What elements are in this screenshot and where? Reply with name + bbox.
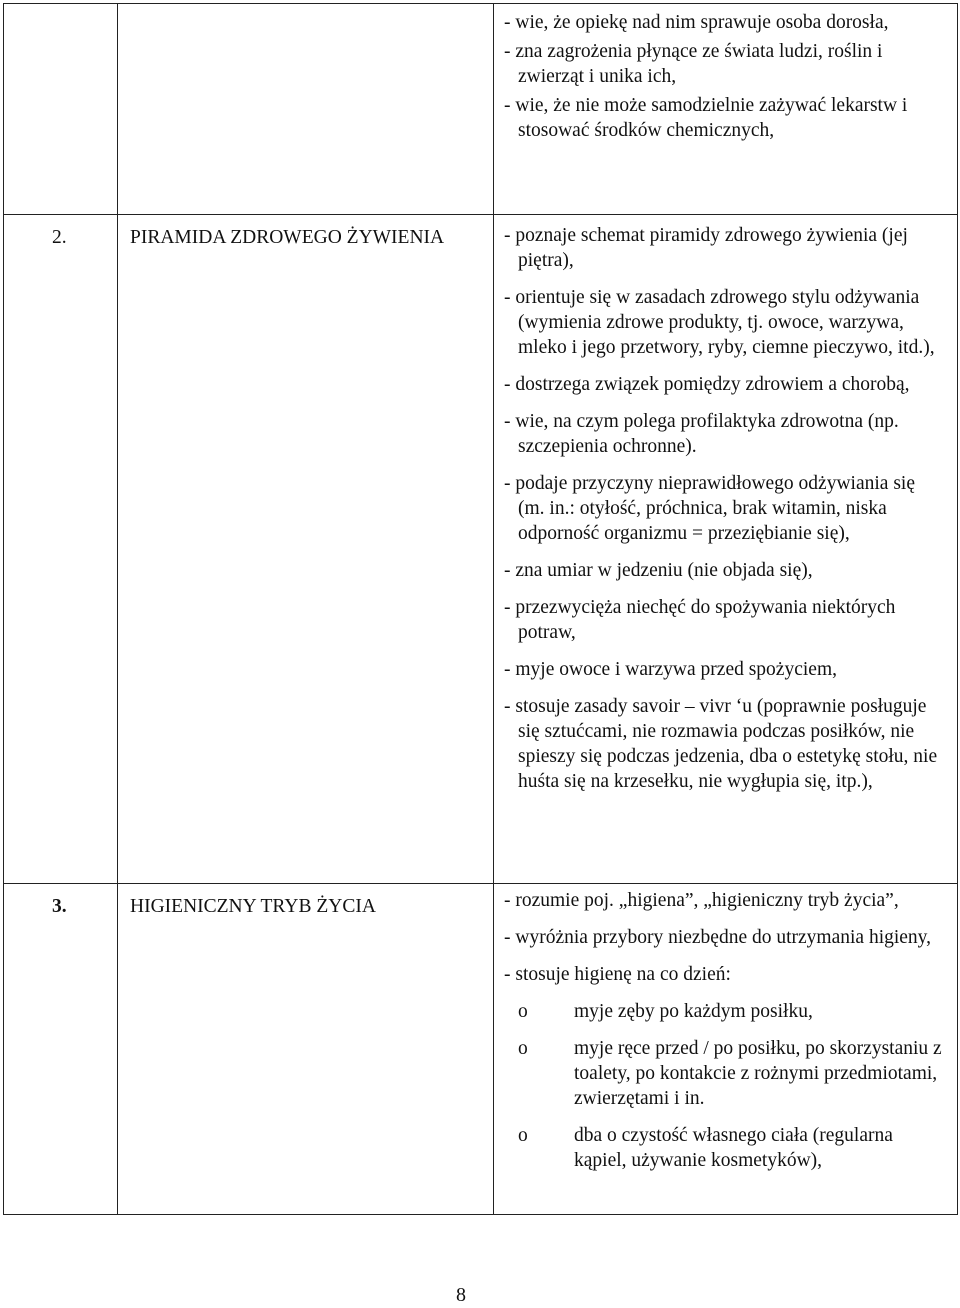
content-cell — [494, 884, 958, 1215]
number-cell — [4, 884, 118, 1215]
list-item: - stosuje zasady savoir – vivr ‘u (poprawnie posługuje się sztućcami, nie rozmawia podczas posiłków, nie spieszy się podczas jedzenia, dba o estetykę stołu, nie huśta się na krzesełku, nie wygłupia się, itp.), — [504, 696, 938, 792]
list-item: - myje owoce i warzywa przed spożyciem, — [504, 659, 837, 680]
sub-list-item-text: myje zęby po każdym posiłku, — [574, 1001, 813, 1022]
row-number: 2. — [52, 227, 67, 248]
sub-list-item-text: myje ręce przed / po posiłku, po skorzystaniu z toalety, po kontakcie z rożnymi przedmiotami, zwierzętami i in. — [574, 1038, 942, 1109]
list-item: - stosuje higienę na co dzień: — [504, 964, 731, 985]
list-item: - dostrzega związek pomiędzy zdrowiem a chorobą, — [504, 374, 910, 395]
list-item: - podaje przyczyny nieprawidłowego odżywiania się (m. in.: otyłość, próchnica, brak witamin, niska odporność organizmu = przeziębianie się), — [504, 473, 915, 544]
content-cell — [494, 4, 958, 215]
list-item: - rozumie poj. „higiena”, „higieniczny tryb życia”, — [504, 890, 899, 911]
section-title: HIGIENICZNY TRYB ŻYCIA — [130, 896, 376, 917]
list-item: - wie, że opiekę nad nim sprawuje osoba dorosła, — [504, 12, 889, 33]
title-cell — [118, 4, 494, 215]
list-item: - zna zagrożenia płynące ze świata ludzi, roślin i zwierząt i unika ich, — [504, 41, 883, 87]
list-item: - wyróżnia przybory niezbędne do utrzymania higieny, — [504, 927, 932, 948]
sub-list-item — [518, 1123, 943, 1173]
circle-bullet-icon: o — [518, 1001, 528, 1022]
list-item: - zna umiar w jedzeniu (nie objada się), — [504, 560, 813, 581]
list-item: - poznaje schemat piramidy zdrowego żywienia (jej piętra), — [504, 225, 908, 271]
list-item: - wie, że nie może samodzielnie zażywać lekarstw i stosować środków chemicznych, — [504, 95, 908, 141]
content-cell — [494, 215, 958, 884]
number-cell — [4, 4, 118, 215]
table-row — [4, 4, 958, 215]
table-row — [4, 884, 958, 1215]
number-cell — [4, 215, 118, 884]
row-number: 3. — [52, 896, 67, 917]
curriculum-table — [3, 3, 958, 1215]
table-row — [4, 215, 958, 884]
title-cell — [118, 215, 494, 884]
list-item: - orientuje się w zasadach zdrowego stylu odżywania (wymienia zdrowe produkty, tj. owoce, warzywa, mleko i jego przetwory, ryby, ciemne pieczywo, itd.), — [504, 287, 935, 358]
sub-list-item — [518, 999, 943, 1024]
title-cell — [118, 884, 494, 1215]
section-title: PIRAMIDA ZDROWEGO ŻYWIENIA — [130, 227, 445, 248]
list-item: - wie, na czym polega profilaktyka zdrowotna (np. szczepienia ochronne). — [504, 411, 899, 457]
circle-bullet-icon: o — [518, 1125, 528, 1146]
list-item: - przezwycięża niechęć do spożywania niektórych potraw, — [504, 597, 896, 643]
page-number: 8 — [456, 1284, 466, 1306]
circle-bullet-icon: o — [518, 1038, 528, 1059]
sub-list-item — [518, 1036, 943, 1111]
sub-list-item-text: dba o czystość własnego ciała (regularna kąpiel, używanie kosmetyków), — [574, 1125, 893, 1171]
